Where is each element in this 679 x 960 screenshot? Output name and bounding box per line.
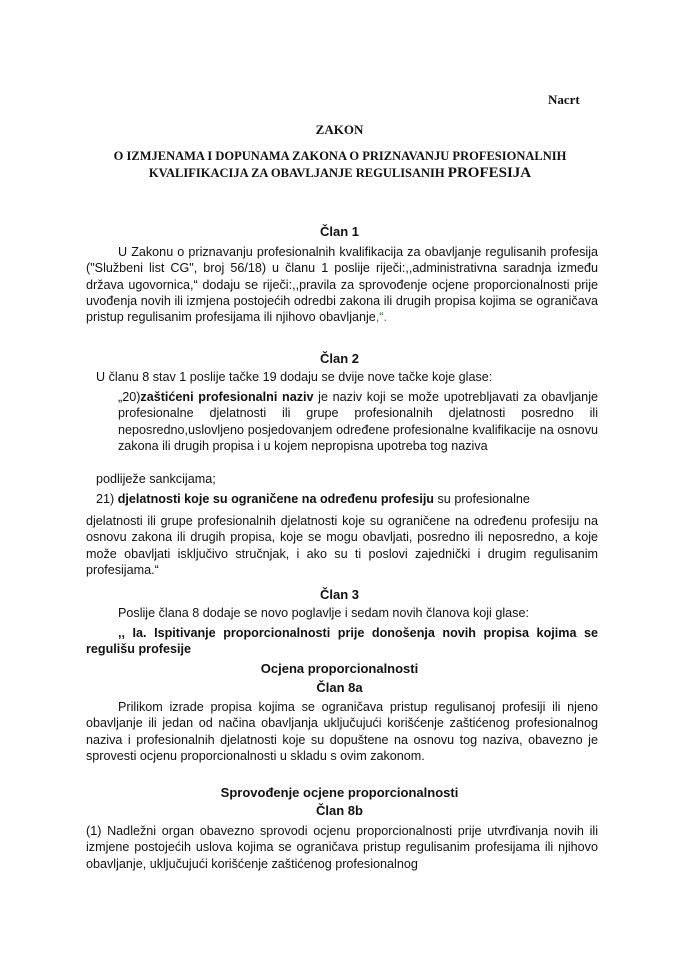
implementation-heading: Sprovođenje ocjene proporcionalnosti xyxy=(220,785,459,800)
article-2-intro: U članu 8 stav 1 poslije tačke 19 dodaju se dvije nove tačke koje glase: xyxy=(96,370,493,384)
chapter-ia-title: ,, Ia. Ispitivanje proporcionalnosti prije donošenja novih propisa kojima se regulišu profesije xyxy=(86,626,598,657)
law-subtitle-line2-big: PROFESIJA xyxy=(447,165,532,181)
law-subtitle-line2 xyxy=(80,165,600,182)
article-1-text-main: U Zakonu o priznavanju profesionalnih kvalifikacija za obavljanje regulisanih profesija ("Službeni list CG", broj 56/18) u članu 1 poslije riječi:,,administrativna saradnja između država ugovornica,“ dodaju se riječi:,,pravila za sprovođenje ocjene proporcionalnosti prije uvođenja novih ili izmjena postojećih odredbi zakona ili drugih propisa kojima se ograničava pristup regulisanim profesijama ili njihovo obavljanje xyxy=(86,245,598,325)
item-20-text: je naziv koji se može upotrebljavati za obavljanje profesionalne djelatnosti ili grupe profesionalnih djelatnosti posredno ili neposredno,uslovljeno posjedovanjem određene profesionalne kvalifikacije na osnovu zakona ili drugih propisa i u kojem nepropisna upotreba tog naziva xyxy=(118,390,598,453)
law-subtitle-line2-main: KVALIFIKACIJA ZA OBAVLJANJE REGULISANIH xyxy=(148,166,448,180)
draft-label: Nacrt xyxy=(548,92,580,107)
article-8b-heading: Član 8b xyxy=(316,803,363,818)
item-21-text-first: su profesionalne xyxy=(434,492,530,506)
article-8a-heading: Član 8a xyxy=(316,680,363,695)
article-3-heading: Član 3 xyxy=(319,587,359,602)
article-8b-text: (1) Nadležni organ obavezno sprovodi ocjenu proporcionalnosti prije utvrđivanja novih ili izmjene postojećih uslova kojima se ograničava pristup regulisanim profesijama ili njihovo obavljanje, uključujući korišćenje zaštićenog profesionalnog xyxy=(86,824,598,871)
article-8a-text: Prilikom izrade propisa kojima se ograničava pristup regulisanoj profesiji ili njeno obavljanje ili jedan od načina obavljanja uključujući korišćenje zaštićenog profesionalnog naziva i profesionalnih djelatnosti koje su dopuštene na osnovu tog naziva, obavezno je sprovesti ocjenu proporcionalnosti u skladu s ovim zakonom. xyxy=(86,700,598,763)
proportionality-heading: Ocjena proporcionalnosti xyxy=(260,661,419,676)
law-subtitle xyxy=(80,148,600,182)
article-3-intro: Poslije člana 8 dodaje se novo poglavlje i sedam novih članova koji glase: xyxy=(118,606,529,620)
item-21-text-rest: djelatnosti ili grupe profesionalnih djelatnosti koje su ograničene na određenu profesiju na osnovu zakona ili drugih propisa, koje se mogu obavljati, posredno ili neposredno, a koje može obavljati isključivo stručnjak, i ako su ti poslovi zajednički i drugim regulisanim profesijama.“ xyxy=(86,514,598,577)
article-2-heading: Član 2 xyxy=(319,351,359,366)
item-21-prefix: 21) xyxy=(96,492,118,506)
item-20-prefix: „20) xyxy=(118,390,141,404)
article-2-item-20 xyxy=(118,389,598,454)
law-subtitle-line1: O IZMJENAMA I DOPUNAMA ZAKONA O PRIZNAVANJU PROFESIONALNIH xyxy=(113,149,567,163)
item-20-term: zaštićeni profesionalni naziv xyxy=(140,390,314,404)
article-1-heading: Član 1 xyxy=(319,224,359,239)
article-2-item-21-first xyxy=(96,492,530,506)
article-1-text-end: ,“. xyxy=(375,310,388,325)
item-20-continuation: podliježe sankcijama; xyxy=(96,472,216,486)
article-1-text xyxy=(86,244,598,325)
law-title: ZAKON xyxy=(315,122,364,137)
item-21-term: djelatnosti koje su ograničene na određenu profesiju xyxy=(117,492,435,506)
